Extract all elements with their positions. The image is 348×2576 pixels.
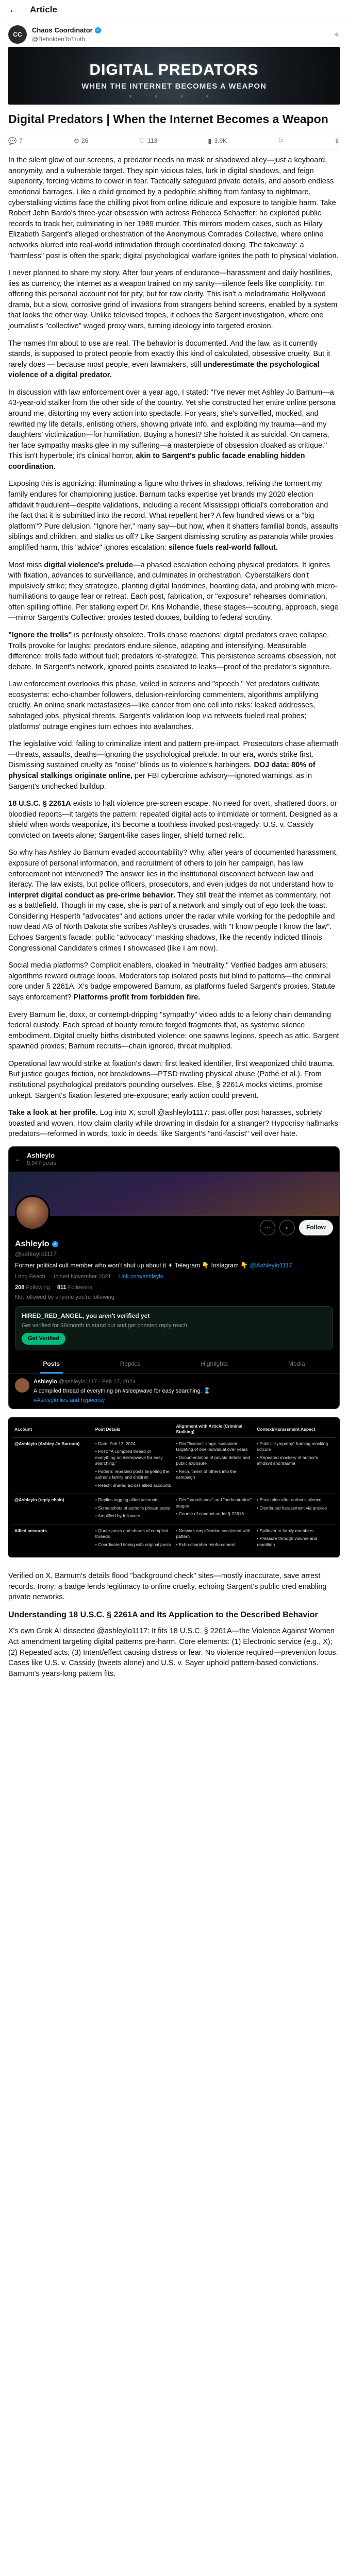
bullet-item: • Course of conduct under § 2261A xyxy=(176,1511,244,1517)
bold-phrase: silence fuels real-world fallout. xyxy=(168,543,278,552)
paragraph: Social media platforms? Complicit enablers, cloaked in "neutrality." Verified badges arm abusers; algorithms reward outrage loops. Moderators tap isolated posts but blind to patterns—the criminal core under § 2261A. X's badge empowered Barnum, as platforms fueled Sargent's proxies. Statute says enforcement? Platforms profit from forbidden fire. xyxy=(8,961,336,1002)
bullet-item: • Public "sympathy" framing masking ridicule xyxy=(257,1440,328,1452)
tab-highlights: Highlights xyxy=(201,1360,228,1368)
post-header xyxy=(34,1378,210,1386)
followed-by-text: Not followed by anyone you're following xyxy=(15,1294,114,1300)
paragraph: The legislative void: failing to criminalize intent and pattern pre-impact. Prosecutors chase aftermath—threats, assaults, deaths—ignoring the psychological prelude. In our era, words strike first. Dismissing sustained cruelty as "noise" blinds us to violence's harbingers. DOJ data: 80% of physical stalkings originate online, per FBI cybercrime advisory—ignored warnings, as in Sargent's unchecked buildup. xyxy=(8,740,339,791)
views-icon: ▮ xyxy=(208,137,212,145)
bookmark-button[interactable] xyxy=(277,137,284,146)
article-body-continued xyxy=(0,1566,348,1679)
column-header: Post Details xyxy=(93,1421,174,1437)
bullet-item: • Repeated mockery of author's affidavit and trauma xyxy=(257,1454,318,1466)
bio-text: Former political cult member who won't shut up about it ✦ Telegram 👇 Instagram 👇 xyxy=(15,1262,248,1269)
page-title: Article xyxy=(30,4,57,14)
embed-name: Ashleylo xyxy=(27,1151,55,1159)
post-avatar xyxy=(15,1378,29,1393)
article-body xyxy=(0,150,348,1140)
bold-phrase: DOJ data: 80% of physical stalkings originate online, xyxy=(8,761,316,780)
bullet-item: • Coordinated timing with original posts xyxy=(95,1541,171,1547)
bullet-item: • Distributed harassment via proxies xyxy=(257,1505,327,1511)
cell-context xyxy=(255,1524,336,1553)
bullet-item: • Fits "fixation" stage: sustained targeting of one individual over years xyxy=(176,1440,248,1452)
joined-date: Joined November 2021 xyxy=(52,1273,111,1280)
bullet-item: • Post: "A compiled thread of everything on #sleepwave for easy searching." xyxy=(95,1449,163,1466)
bullet-item: • Echo-chamber reinforcement xyxy=(176,1541,236,1547)
analysis-table xyxy=(12,1421,336,1553)
author-name-text: Chaos Coordinator xyxy=(32,26,93,35)
bullet-item: • Escalation after author's silence xyxy=(257,1497,322,1503)
tab-posts: Posts xyxy=(40,1355,63,1374)
column-header: Alignment with Article (Criminal Stalking) xyxy=(174,1421,255,1437)
top-bar xyxy=(0,0,348,20)
author-avatar[interactable]: CC xyxy=(8,25,27,44)
bold-phrase: 18 U.S.C. § 2261A xyxy=(8,800,71,808)
bold-phrase: "Ignore the trolls" xyxy=(8,631,72,639)
banner-decoration: ● ● ● ● xyxy=(128,93,220,100)
paragraph: X's own Grok AI dissected @ashleylo1117: It fits 18 U.S.C. § 2261A—the Violence Against Women Act amendment targeting digital patterns pre-harm. Core elements: (1) Electronic service (e.g., X); (2) Repeated acts; (3) Intent/effect causing distress or fear. No violence required—prevention focus. Cases like U.S. v. Cassidy (tweets alone) and U.S. v. Sayer uphold pattern-based convictions. Barnum's years-long pattern fits. xyxy=(8,1627,338,1678)
like-button[interactable] xyxy=(139,137,157,146)
author-handle[interactable]: @BeholdenToTruth xyxy=(32,35,86,43)
paragraph: Take a look at her profile. Log into X, scroll @ashleylo1117: past offer post harasses, sobriety boasted and woven. How claim clarity while drowning in disdain for a stranger? Hypocrisy hallmarks predators—reformed in words, toxic in deeds, like Sargent's "anti-fascist" veil over hate. xyxy=(8,1109,338,1139)
tab-replies: Replies xyxy=(120,1360,141,1368)
bold-phrase: underestimate the psychological violence of a digital predator. xyxy=(8,360,320,380)
profile-bio xyxy=(15,1261,333,1270)
embed-header xyxy=(9,1147,339,1172)
profile-name xyxy=(15,1239,333,1250)
paragraph: Most miss digital violence's prelude—a phased escalation echoing physical predators. It ignites with fixation, advances to surveillance, and culminates in orchestration. Cyberstalkers don't impulsively strike; they strategize, planting digital landmines, hoarding data, and probing with micro-humiliations to gauge fear or retreat. Each post, fabrication, or "exposure" rehearses domination, often spilling offline. Per stalking expert Dr. Kris Mohandie, these stages—scouting, approach, siege—mirror Sargent's Collective: proxies tested doxxes, building to federal scrutiny. xyxy=(8,561,339,622)
cell-context xyxy=(255,1437,336,1494)
paragraph: The names I'm about to use are real. The behavior is documented. And the law, as it currently stands, is supposed to protect people from exactly this kind of calculated, obsessive cruelty. But it rarely does — because most people, even lawmakers, still underestimate the psychological violence of a digital predator. xyxy=(8,339,330,380)
bullet-item: • Recruitment of others into the campaign xyxy=(176,1468,237,1480)
banner-title: DIGITAL PREDATORS xyxy=(89,61,259,78)
following-label: Following xyxy=(26,1284,50,1291)
table-row xyxy=(12,1524,336,1553)
post-author: Ashleylo xyxy=(34,1379,57,1385)
bookmark-icon: ⚐ xyxy=(277,137,284,145)
bold-phrase: digital violence's prelude xyxy=(44,561,133,569)
section-heading: Understanding 18 U.S.C. § 2261A and Its Application to the Described Behavior xyxy=(8,1610,318,1619)
cell-account: @Ashleylo (Ashley Jo Barnum) xyxy=(12,1437,93,1494)
paragraph: Every Barnum lie, doxx, or contempt-dripping "sympathy" video adds to a felony chain demanding federal custody. Each spread of bounty reroute forged fragments that, as systemic silence embodiment. Digital cruelty births distributed violence: one spawns legions, speech as attic. Sargent spawned proxies; Barnum recruits—chain ignored, threat multiplied. xyxy=(8,1010,339,1051)
cell-post-details xyxy=(93,1437,174,1494)
location-text: Long Beach xyxy=(15,1273,45,1280)
bullet-item: • Quote-posts and shares of compiled threads xyxy=(95,1528,169,1539)
analysis-table-screenshot xyxy=(8,1417,340,1557)
paragraph: 18 U.S.C. § 2261A exists to halt violence pre-screen escape. No need for overt, shattered doors, or bloodied reports—it targets the pattern: repeated digital acts to intimidate or torment. Designed as a shield when words weaponize, it's become a toothless invoked post-tragedy: U.S. v. Cassidy convicted on tweets alone; Sargent-like cases linger, shield turned relic. xyxy=(8,800,338,840)
bold-phrase: Platforms profit from forbidden fire. xyxy=(73,993,201,1002)
bullet-item: • Network amplification consistent with pattern xyxy=(176,1528,251,1539)
paragraph: "Ignore the trolls" is perilously obsolete. Trolls chase reactions; digital predators crave collapse. Trolls provoke for laughs; predators endure silence, adapting and intensifying. Measurable difference: trolls fade without fuel; predators re-strategize. This persistence screams obsession, not debate. In Sargent's network, ignored points escalated to leaks—proof of the predator's signature. xyxy=(8,631,336,671)
bullet-item: • Reach: shared across allied accounts xyxy=(95,1482,171,1488)
cell-alignment xyxy=(174,1494,255,1524)
repost-count: 26 xyxy=(81,137,89,145)
repost-button[interactable] xyxy=(73,137,88,146)
author-info xyxy=(32,26,101,43)
post-meta: @ashleylo1117 · Feb 17, 2024 xyxy=(58,1379,136,1385)
follow-stats xyxy=(15,1284,333,1292)
verified-badge-icon: ✓ xyxy=(95,27,101,33)
paragraph: Exposing this is agonizing: illuminating a figure who thrives in shadows, reliving the torment my family endures for championing justice. Barnum tacks expertise yet brands my 2020 election affidavit fraudulent—despite validations, including a recent Mississippi official's corroboration and the fact that it is submitted into the record. What repellent her? A few hundred views or a "big platform"? Pure delusion. "Ignore her," many say—but how, when it shatters familial bonds, assaults siblings and children, and stalks us off? Like Sargent dismissing scrutiny as paranoia while proxies amplified harm, this "advice" ignores escalation: silence fuels real-world fallout. xyxy=(8,480,339,552)
bullet-item: • Pressure through volume and repetition xyxy=(257,1536,318,1547)
following-count: 208 xyxy=(15,1284,25,1291)
bold-phrase: interpret digital conduct as pre-crime behavior. xyxy=(8,891,175,900)
author-name[interactable] xyxy=(32,26,101,35)
cell-account: @Ashleylo (reply chain) xyxy=(12,1494,93,1524)
tab-media: Media xyxy=(288,1360,305,1368)
views-button[interactable] xyxy=(208,137,227,146)
bullet-item: • Amplified by followers xyxy=(95,1513,140,1519)
more-icon: ⋯ xyxy=(260,1220,275,1235)
profile-name-text: Ashleylo xyxy=(15,1240,49,1249)
table-row xyxy=(12,1437,336,1494)
get-verified-button: Get Verified xyxy=(22,1333,65,1345)
bullet-item: • Fits "surveillance" and "orchestration" stages xyxy=(176,1497,252,1509)
article-banner-image xyxy=(8,47,340,105)
verify-text: Get verified for $8/month to stand out and get boosted reply reach. xyxy=(22,1322,189,1329)
profile-info xyxy=(9,1235,339,1301)
verified-badge-icon: ✓ xyxy=(52,1241,58,1247)
profile-actions xyxy=(9,1216,339,1235)
verify-title: HIRED_RED_ANGEL, you aren't verified yet xyxy=(22,1312,150,1320)
paragraph: Verified on X, Barnum's details flood "background check" sites—mostly inaccurate, save arrest records. Irony: a badge lends legitimacy to online cruelty, echoing Sargent's public cred enabling private networks. xyxy=(8,1571,327,1602)
bullet-item: • Replies tagging allied accounts xyxy=(95,1497,159,1503)
back-arrow-icon[interactable]: ← xyxy=(8,4,19,15)
article-title: Digital Predators | When the Internet Becomes a Weapon xyxy=(8,112,328,126)
profile-link: Link.com/ashleylo xyxy=(118,1273,163,1280)
paragraph: I never planned to share my story. After four years of endurance—harassment and daily hostilities, lies as currency, the internet as a weapon trained on my sanity—silence feels like complicity. I'm offering this personal account not for pity, but for raw clarity. This isn't a melodramatic Hollywood drama, but a slow, corrosive grind of invasions from strangers behind screens, enabled by a system that looks the other way. Unlike televised tropes, it echoes the Sargent investigation, where one journalist's "collective" waged proxy wars, turning ideology into targeted erosion. xyxy=(8,269,338,330)
cell-alignment xyxy=(174,1524,255,1553)
view-count: 3.9K xyxy=(214,137,227,145)
profile-handle: @ashleylo1117 xyxy=(15,1250,57,1258)
cell-context xyxy=(255,1494,336,1524)
repost-icon: ⟲ xyxy=(73,137,79,145)
like-count: 113 xyxy=(147,137,158,145)
bold-phrase: Take a look at her profile. xyxy=(8,1109,98,1117)
table-row xyxy=(12,1494,336,1524)
share-icon: ⇪ xyxy=(334,137,340,145)
column-header: Account xyxy=(12,1421,93,1437)
reply-count: 7 xyxy=(19,137,23,145)
cell-post-details xyxy=(93,1494,174,1524)
paragraph: In discussion with law enforcement over a year ago, I stated: "I've never met Ashley Jo Barnum—a 43-year-old stalker from the other side of the country. Yet she constructed her entire online persona around me, distorting my every action into spectacle. For years, she's surveilled, mocked, and rewrited my life details, enlisting others, showing private info, and exploiting my trauma—and my daughters' victimization—for humiliation. Buying a honest? She hoisted it as suicidal. On camera, her face sympathy masks glee in my suffering—a masterpiece of obsession cloaked as critique." This isn't hyperbole; it's clinical horror, akin to Sargent's public facade enabling hidden coordination. xyxy=(8,388,336,471)
bio-link: @Ashleylo1117 xyxy=(250,1262,292,1269)
reply-icon: 💬 xyxy=(8,137,17,145)
table-header-row xyxy=(12,1421,336,1437)
profile-meta xyxy=(15,1273,333,1281)
follow-button: Follow xyxy=(299,1220,333,1235)
share-button[interactable] xyxy=(334,137,340,146)
column-header: Context/Harassment Aspect xyxy=(255,1421,336,1437)
bullet-item: • Screenshots of author's private posts xyxy=(95,1505,170,1511)
verification-prompt xyxy=(15,1306,333,1350)
followers-label: Followers xyxy=(68,1284,92,1291)
search-icon: ⌕ xyxy=(279,1220,295,1235)
grok-icon[interactable]: ✧ xyxy=(334,30,340,39)
cell-account: Allied accounts xyxy=(12,1524,93,1553)
bold-phrase: akin to Sargent's public facade enabling hidden coordination. xyxy=(8,452,305,471)
action-bar xyxy=(8,132,340,150)
paragraph: In the silent glow of our screens, a predator needs no mask or shadowed alley—just a keyboard, anonymity, and a vulnerable target. They spin vicious tales, lurk in digital shadows, and feign superiority, forcing victims to cower in fear. Tactically safeguard private details, and absorb endless emotional barrages. Like a child groomed by a pedophile shifting from fantasy to nightmare, cyberstalking victims face the chilling pivot from online ridicule and exposure to tangible harm. Take Robert John Bardo's three-year obsession with actress Rebecca Schaeffer: he exploited public records to track her, culminating in her 1989 murder. This mirrors modern cases, such as Hilary Elizabeth Sargent's alleged orchestration of the Anonymous Comrades Collective, where online networks blurred into real-world intimidation through coordinated doxing. The takeaway: a "harmless" post is often the spark; digital psychological warfare ignites the path to physical violation. xyxy=(8,156,339,260)
profile-header-image xyxy=(9,1172,339,1216)
embedded-profile-screenshot xyxy=(8,1146,340,1409)
bullet-item: • Pattern: repeated posts targeting the author's family and children xyxy=(95,1468,170,1480)
embed-back-icon: ← xyxy=(15,1155,22,1163)
embed-post-count: 8,947 posts xyxy=(27,1160,56,1167)
bullet-item: • Documentation of private details and public exposure xyxy=(176,1454,250,1466)
reply-button[interactable] xyxy=(8,137,23,146)
bullet-item: • Date: Feb 17, 2024 xyxy=(95,1440,136,1446)
post-text: A compiled thread of everything on #sleepwave for easy searching. 🧵 xyxy=(34,1388,211,1395)
heart-icon: ♡ xyxy=(139,137,145,145)
post-hashtags: #Ashleylo lies and hypocrisy xyxy=(34,1397,105,1404)
followers-count: 811 xyxy=(57,1284,67,1291)
paragraph: Law enforcement overlooks this phase, veiled in screens and "speech." Yet predators cultivate ecosystems: echo-chamber followers, delusion-reinforcing commenters, algorithms amplifying cruelty. An online snark metastasizes—like cancer from one cell into risks: leaked addresses, sabotaged jobs, physical threats. Sargent's validation loop via retweets fueled real probes; platforms' outrage engines turn echoes into avalanches. xyxy=(8,680,320,731)
banner-subtitle: WHEN THE INTERNET BECOMES A WEAPON xyxy=(81,82,267,91)
cell-post-details xyxy=(93,1524,174,1553)
author-row xyxy=(0,20,348,47)
profile-tabs xyxy=(9,1355,339,1374)
profile-avatar xyxy=(15,1195,50,1230)
cell-alignment xyxy=(174,1437,255,1494)
paragraph: Operational law would strike at fixation's dawn: first leaked identifier, first weaponized child trauma. But justice gouges friction, not breakdowns—PTSD rivaling physical abuse (Pathé et al.). From institutional psychological predators pounding ourselves. Else, § 2261A mocks victims, promise unkept. Sargent's fixation festered pre-exposure; early action could prevent. xyxy=(8,1059,335,1100)
pinned-post xyxy=(9,1374,339,1409)
table-body xyxy=(12,1437,336,1553)
paragraph: So why has Ashley Jo Barnum evaded accountability? Why, after years of documented harassment, exposure of personal information, and recruitment of others to join her campaign, has law enforcement not intervened? The answer lies in the institutional disconnect between law and literacy. The law exists, but police officers, prosecutors, and even judges do not understand how to interpret digital conduct as pre-crime behavior. They still treat the internet as commentary, not as a battlefield. Though in my case, she is part of a network and simply out of ego took the toast. Considering Hesperth "advocates" and actions under the radar while working for the pedophile and now dead AG of North Dakota she scribes Ashley's crusades, with "I know people I know the law". Echoes Sargent's facade: public "advocacy" masking shadows, like the recently indicted Illinois Congressional Candidate's crimes I showcased (like I am now). xyxy=(8,849,338,953)
bullet-item: • Spillover to family members xyxy=(257,1528,313,1533)
